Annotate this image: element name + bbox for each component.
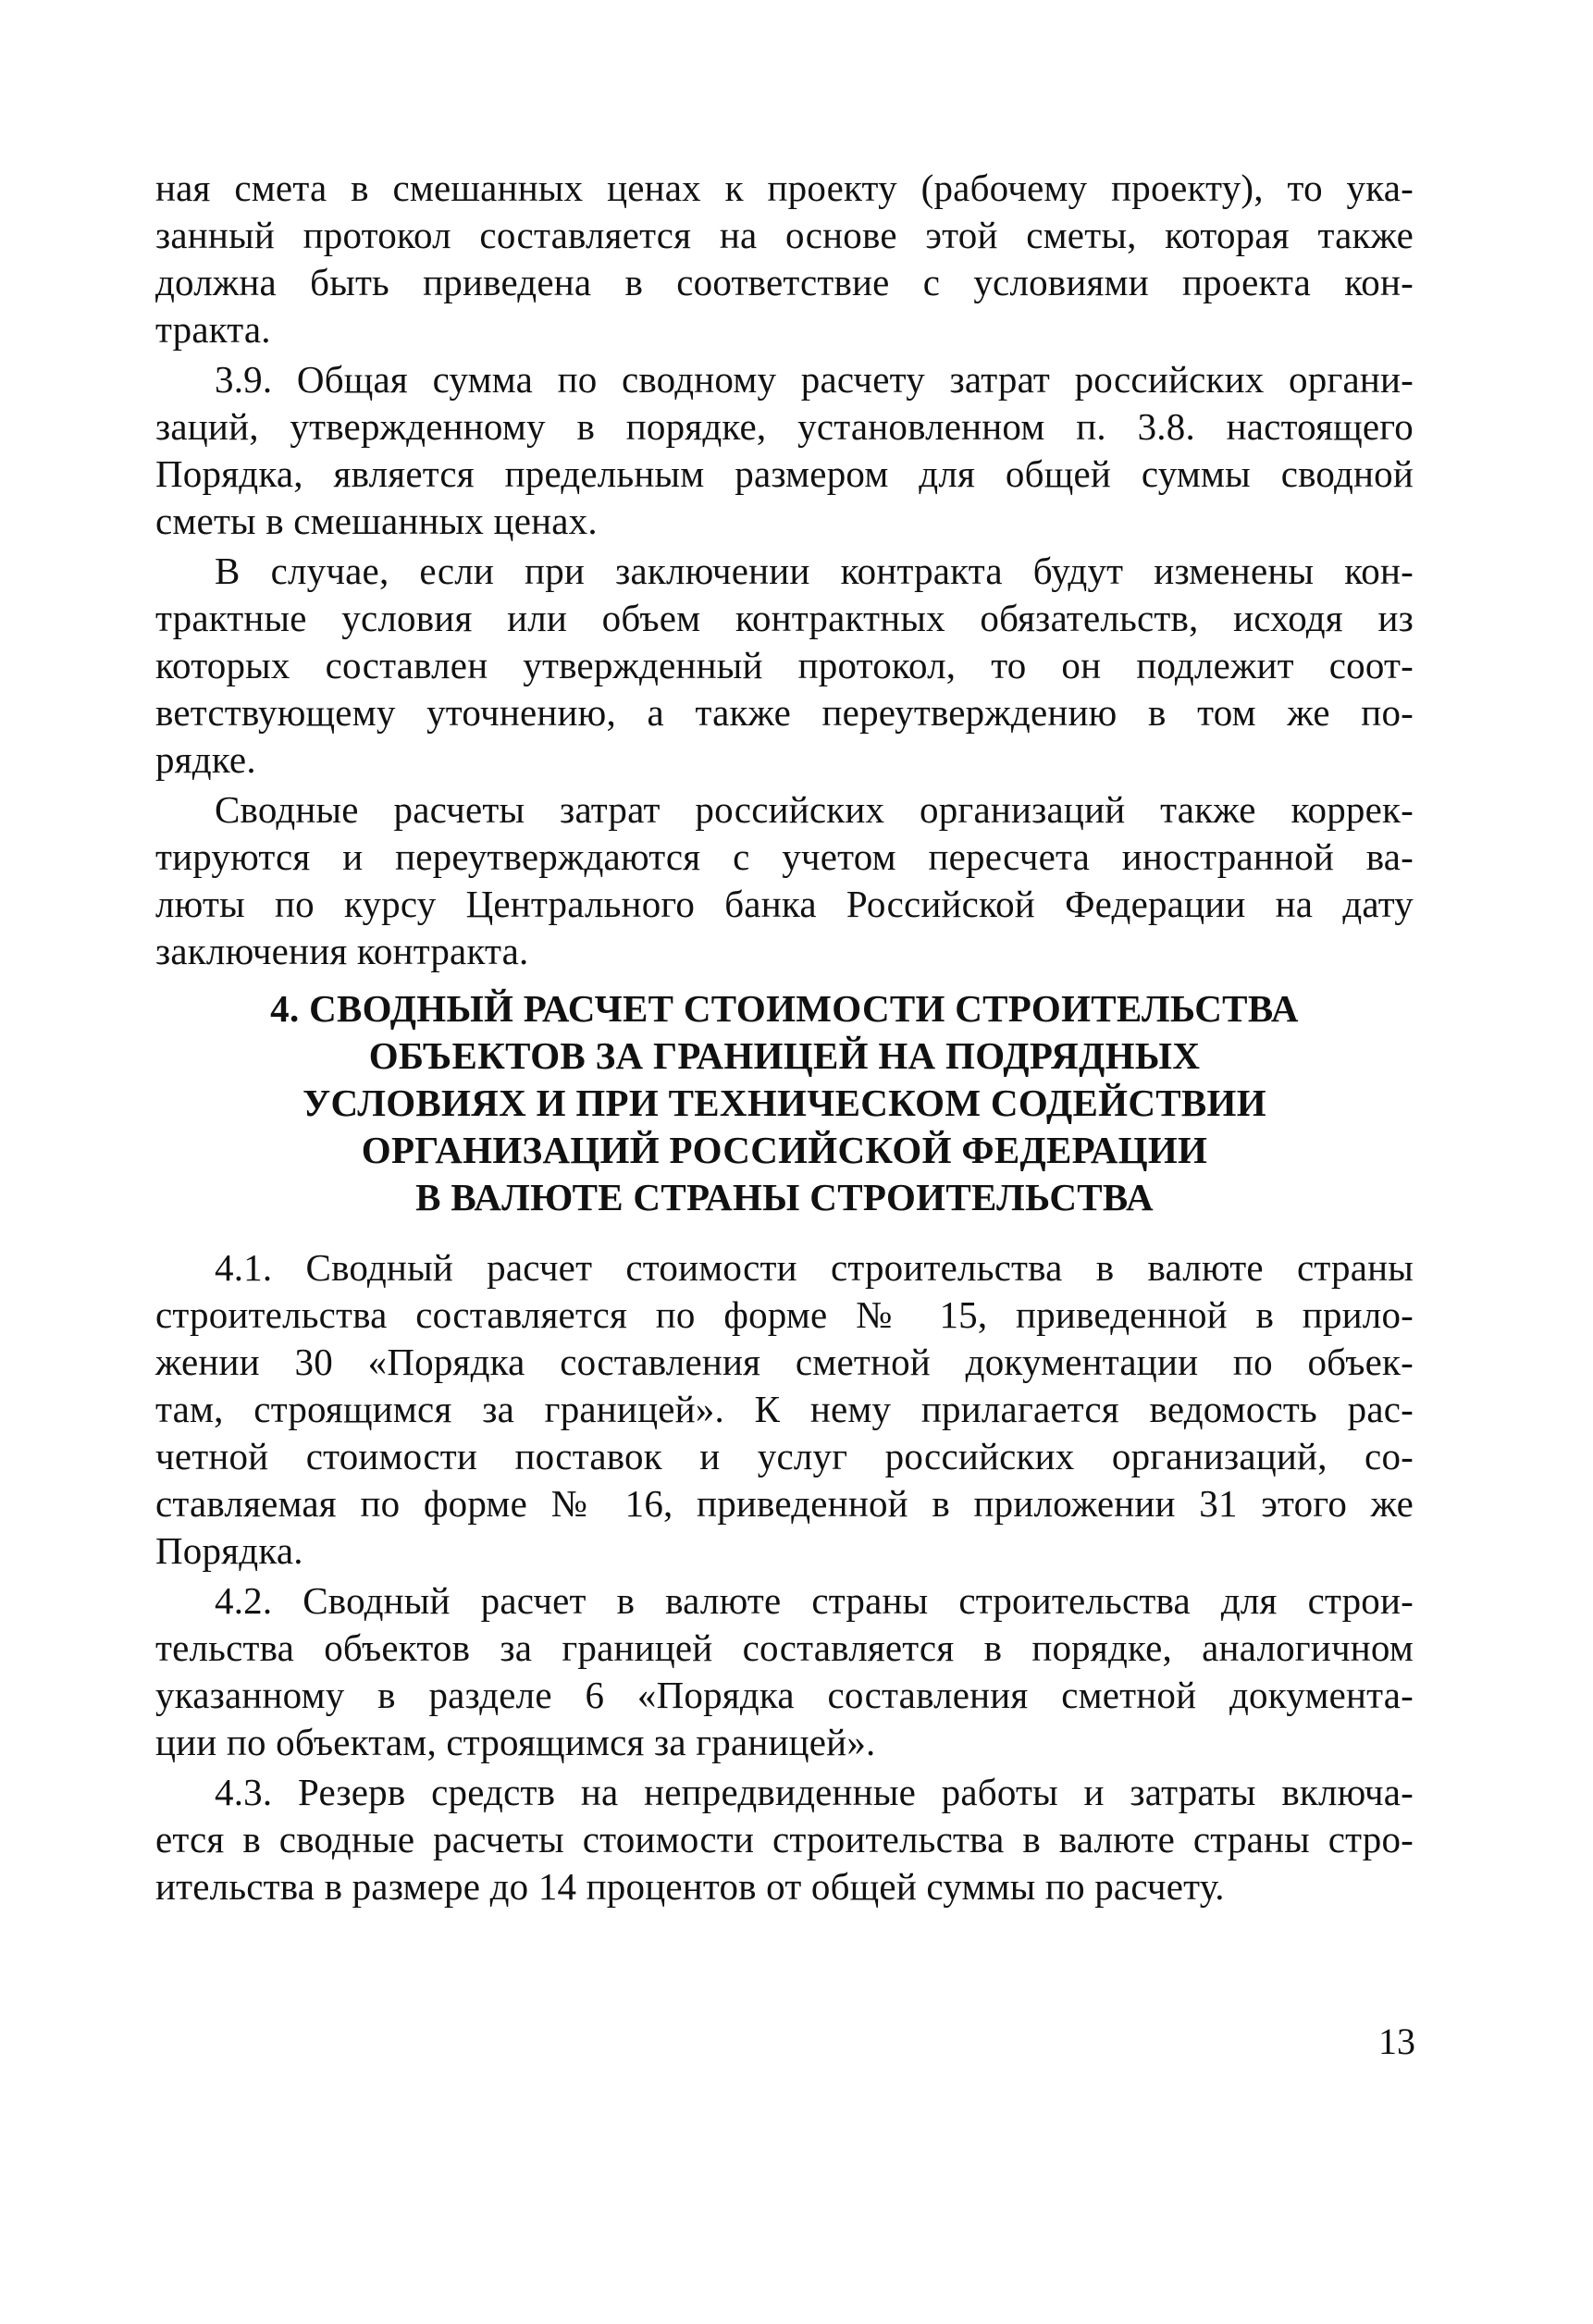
text-line: жении 30 «Порядка составления сметной документации по объек- [155, 1341, 1414, 1383]
text-line: там, строящимся за границей». К нему прилагается ведомость рас- [155, 1388, 1414, 1430]
text-line: заключения контракта. [155, 930, 529, 972]
text-line: 4.2. Сводный расчет в валюте страны строительства для строи- [215, 1579, 1414, 1622]
text-line: указанному в разделе 6 «Порядка составления сметной документа- [155, 1674, 1414, 1716]
text-line: 4.3. Резерв средств на непредвиденные работы и затраты включа- [215, 1771, 1414, 1813]
paragraph-3-9-contract-changes [155, 548, 1414, 784]
text-line: тируются и переутверждаются с учетом пересчета иностранной ва- [155, 835, 1414, 878]
text-line: ставляемая по форме № 16, приведенной в приложении 31 этого же [155, 1482, 1414, 1525]
text-line: сметы в смешанных ценах. [155, 500, 598, 542]
text-line: четной стоимости поставок и услуг российских организаций, со- [155, 1435, 1414, 1477]
heading-line: УСЛОВИЯХ И ПРИ ТЕХНИЧЕСКОМ СОДЕЙСТВИИ [303, 1082, 1266, 1124]
text-line: которых составлен утвержденный протокол, то он подлежит соот- [155, 644, 1414, 686]
text-line: 3.9. Общая сумма по сводному расчету затрат российских органи- [215, 358, 1414, 401]
text-line: люты по курсу Центрального банка Российской Федерации на дату [155, 883, 1414, 925]
text-line: заций, утвержденному в порядке, установленном п. 3.8. настоящего [155, 405, 1414, 448]
text-line: Порядка, является предельным размером для общей суммы сводной [155, 452, 1414, 495]
text-line: ции по объектам, строящимся за границей». [155, 1721, 876, 1763]
text-line: должна быть приведена в соответствие с условиями проекта кон- [155, 261, 1414, 303]
section-4-text-block [155, 1244, 1414, 1913]
text-line: Сводные расчеты затрат российских организаций также коррек- [215, 788, 1414, 831]
text-line: ется в сводные расчеты стоимости строительства в валюте страны стро- [155, 1818, 1414, 1860]
text-line: рядке. [155, 738, 256, 781]
paragraph-4-3 [155, 1769, 1414, 1910]
text-line: ветствующему уточнению, а также переутверждению в том же по- [155, 691, 1414, 734]
paragraph-3-9-recalculation [155, 786, 1414, 975]
text-line: В случае, если при заключении контракта будут изменены кон- [215, 550, 1414, 592]
page-number: 13 [1378, 2021, 1415, 2062]
text-line: тракта. [155, 308, 271, 351]
paragraph-4-2 [155, 1577, 1414, 1766]
paragraph-4-1 [155, 1244, 1414, 1575]
section-4-heading [155, 985, 1414, 1221]
paragraph-3-8-continuation [155, 165, 1414, 353]
heading-line: 4. СВОДНЫЙ РАСЧЕТ СТОИМОСТИ СТРОИТЕЛЬСТВА [270, 987, 1299, 1030]
heading-line: В ВАЛЮТЕ СТРАНЫ СТРОИТЕЛЬСТВА [415, 1176, 1154, 1218]
heading-line: ОРГАНИЗАЦИЙ РОССИЙСКОЙ ФЕДЕРАЦИИ [361, 1129, 1208, 1171]
upper-text-block [155, 165, 1414, 978]
text-line: тельства объектов за границей составляется в порядке, аналогичном [155, 1626, 1414, 1669]
heading-line: ОБЪЕКТОВ ЗА ГРАНИЦЕЙ НА ПОДРЯДНЫХ [368, 1034, 1201, 1077]
text-line: ная смета в смешанных ценах к проекту (рабочему проекту), то ука- [155, 167, 1414, 209]
text-line: трактные условия или объем контрактных обязательств, исходя из [155, 597, 1414, 639]
text-line: 4.1. Сводный расчет стоимости строительства в валюте страны [215, 1246, 1414, 1289]
text-line: занный протокол составляется на основе этой сметы, которая также [155, 214, 1414, 256]
text-line: строительства составляется по форме № 15, приведенной в прило- [155, 1293, 1414, 1336]
text-line: ительства в размере до 14 процентов от общей суммы по расчету. [155, 1865, 1225, 1908]
paragraph-3-9 [155, 356, 1414, 545]
text-line: Порядка. [155, 1529, 303, 1572]
